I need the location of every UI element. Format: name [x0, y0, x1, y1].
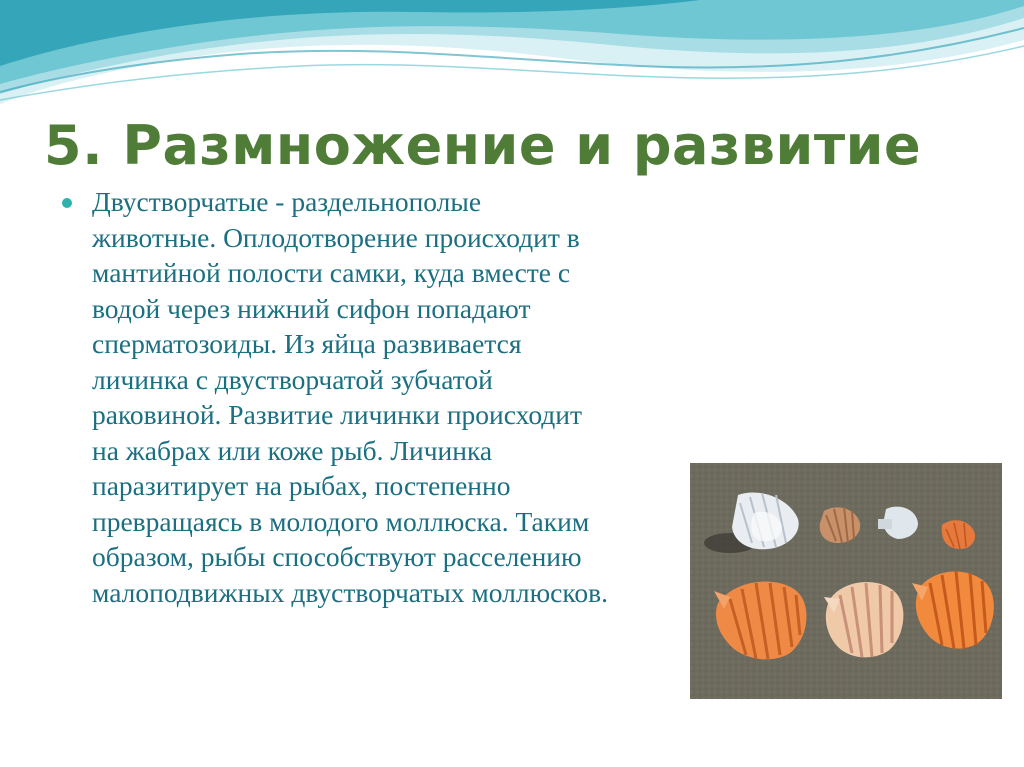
bullet-item — [62, 184, 702, 610]
bullet-dot-icon — [62, 198, 72, 208]
bullet-text: Двустворчатые - раздельнополые животные. Оплодотворение происходит в мантийной полости самки, куда вместе с водой через нижний сифон попадают сперматозоиды. Из яйца развивается личинка с двустворчатой зубчатой раковиной. Развитие личинки происходит на жабрах или коже рыб. Личинка паразитирует на рыбах, постепенно превращаясь в молодого моллюска. Таким образом, рыбы способствуют расселению малоподвижных двустворчатых моллюсков. — [92, 186, 608, 608]
seashells-photo — [690, 463, 1002, 699]
slide-title: 5. Размножение и развитие — [44, 114, 922, 177]
wave-decoration — [0, 0, 1024, 120]
